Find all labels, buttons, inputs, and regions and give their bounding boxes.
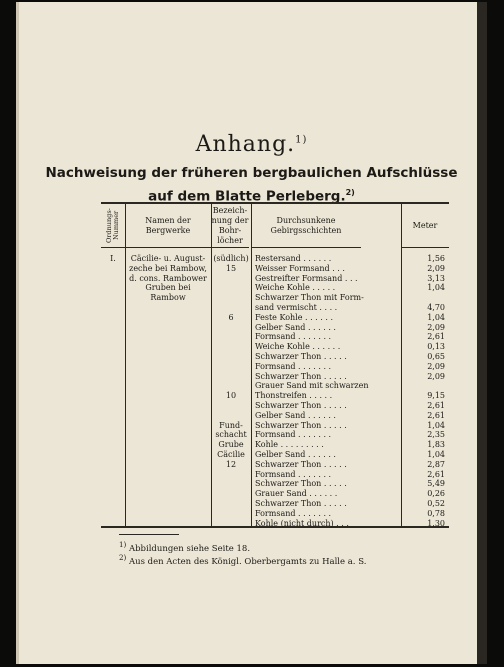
schicht-cell: Weiche Kohle . . . . . . — [255, 342, 341, 352]
title-line-1: Nachweisung der früheren bergbaulichen Aufschlüsse — [45, 165, 458, 181]
meter-cell: 2,87 — [427, 459, 445, 469]
footnote-1-text: Abbildungen siehe Seite 18. — [128, 543, 251, 554]
bohrloch-label: 6 — [228, 312, 234, 322]
schicht-cell: Weiche Kohle . . . . . — [255, 283, 336, 293]
bohrloch-label: Grube — [218, 440, 244, 450]
meter-cell: 2,61 — [427, 410, 445, 420]
bohrloch-label: (südlich) — [213, 254, 249, 263]
header-nummer-text: Ordnungs-Nummer — [105, 208, 120, 243]
heading-text: Anhang. — [195, 132, 296, 157]
schicht-cell: Formsand . . . . . . . — [255, 469, 332, 479]
schicht-cell: Formsand . . . . . . . — [255, 332, 332, 342]
schicht-cell: Schwarzer Thon mit Form- — [255, 293, 364, 303]
footnote-2-mark: 2) — [119, 553, 127, 562]
meter-cell: 2,61 — [427, 332, 445, 342]
schicht-cell: Restersand . . . . . . — [255, 254, 332, 263]
schicht-cell: Schwarzer Thon . . . . . — [255, 420, 347, 430]
schicht-cell: Gelber Sand . . . . . . — [255, 450, 336, 459]
meter-cell: 1,04 — [427, 312, 445, 322]
schicht-cell: Gelber Sand . . . . . . — [255, 410, 336, 420]
header-meter-text: Meter — [412, 220, 438, 230]
schicht-cell: Gestreifter Formsand . . . — [255, 273, 358, 283]
meter-cell: 2,09 — [427, 361, 445, 371]
meter-cell: 2,35 — [427, 430, 445, 440]
meter-cell: 0,26 — [427, 489, 445, 499]
schicht-cell: Thonstreifen . . . . . — [255, 391, 333, 401]
schicht-cell: Weisser Formsand . . . — [255, 263, 345, 273]
bohrloch-label: Cäcilie — [217, 450, 245, 459]
bergwerk-name-line: Gruben bei — [145, 283, 191, 293]
meter-cell: 1,83 — [427, 440, 445, 450]
schicht-cell: Formsand . . . . . . . — [255, 361, 332, 371]
meter-cell: 5,49 — [427, 479, 445, 489]
meter-cell: 0,13 — [427, 342, 445, 352]
schicht-cell: Gelber Sand . . . . . . — [255, 322, 336, 332]
title-line-2: auf dem Blatte Perleberg. — [148, 188, 346, 205]
bergwerk-name-line: Cäcilie- u. August- — [130, 254, 206, 263]
meter-cell: 1,56 — [427, 254, 445, 263]
bohrloch-label: schacht — [215, 430, 247, 440]
footnote-rule — [119, 534, 179, 535]
schicht-cell: Schwarzer Thon . . . . . — [255, 499, 347, 508]
schicht-cell: Grauer Sand . . . . . . — [255, 489, 338, 499]
schicht-cell: sand vermischt . . . . — [255, 303, 338, 312]
header-meter — [401, 204, 449, 248]
footnote-2 — [119, 552, 366, 568]
table-title — [19, 164, 484, 207]
book-page — [16, 2, 484, 664]
header-schichten — [251, 204, 361, 248]
bohrloch-label: 10 — [225, 391, 237, 401]
schicht-cell: Grauer Sand mit schwarzen — [255, 381, 369, 391]
meter-cell: 1,04 — [427, 420, 445, 430]
meter-cell: 9,15 — [427, 391, 445, 401]
header-schichten-text: Durchsunkene Gebirgsschichten — [270, 215, 342, 235]
footnote-1-mark: 1) — [119, 540, 127, 549]
meter-cell: 0,52 — [427, 499, 445, 508]
meter-cell: 1,04 — [427, 450, 445, 459]
schicht-cell: Schwarzer Thon . . . . . — [255, 459, 347, 469]
header-bezeichnung-text: Bezeich-nung der Bohr-löcher — [211, 205, 249, 245]
column-rule — [401, 204, 402, 526]
schicht-cell: Formsand . . . . . . . — [255, 430, 332, 440]
schicht-cell: Kohle . . . . . . . . . — [255, 440, 324, 450]
schicht-cell: Schwarzer Thon . . . . . — [255, 352, 347, 361]
schicht-cell: Schwarzer Thon . . . . . — [255, 479, 347, 489]
schicht-cell: Kohle (nicht durch) . . . — [255, 518, 349, 528]
meter-cell: 1,04 — [427, 283, 445, 293]
meter-cell: 2,61 — [427, 469, 445, 479]
meter-cell: 1,30 — [427, 518, 445, 528]
bohrloch-label: Fund- — [219, 420, 243, 430]
ordnungs-nummer: I. — [110, 254, 116, 263]
header-nummer — [101, 204, 125, 248]
meter-cell: 2,09 — [427, 371, 445, 381]
schicht-cell: Feste Kohle . . . . . . — [255, 312, 333, 322]
column-rule — [125, 204, 126, 526]
meter-cell: 0,78 — [427, 508, 445, 518]
meter-cell: 0,65 — [427, 352, 445, 361]
meter-cell: 2,09 — [427, 322, 445, 332]
schicht-cell: Schwarzer Thon . . . . . — [255, 371, 347, 381]
footnote-2-text: Aus den Acten des Königl. Oberbergamts zu Halle a. S. — [128, 556, 367, 567]
title-footnote-mark: 2) — [345, 188, 355, 197]
section-heading — [19, 132, 484, 157]
header-bezeichnung — [211, 204, 249, 248]
meter-cell: 4,70 — [427, 303, 445, 312]
bohrloch-label: 12 — [225, 459, 237, 469]
bergwerk-name-line: d. cons. Rambower — [129, 273, 207, 283]
bergwerk-name-line: Rambow — [150, 293, 186, 303]
bergwerk-name-line: zeche bei Rambow, — [129, 263, 207, 273]
meter-cell: 2,09 — [427, 263, 445, 273]
column-rule — [211, 204, 212, 526]
meter-cell: 2,61 — [427, 401, 445, 410]
bohrloch-label: 15 — [225, 263, 237, 273]
data-table — [101, 202, 449, 528]
page-edge — [477, 2, 487, 664]
column-rule — [251, 204, 252, 526]
schicht-cell: Schwarzer Thon . . . . . — [255, 401, 347, 410]
header-namen-text: Namen der Bergwerke — [145, 215, 191, 235]
schicht-cell: Formsand . . . . . . . — [255, 508, 332, 518]
header-namen — [125, 204, 211, 248]
meter-cell: 3,13 — [427, 273, 445, 283]
heading-footnote-mark: 1) — [295, 134, 308, 146]
